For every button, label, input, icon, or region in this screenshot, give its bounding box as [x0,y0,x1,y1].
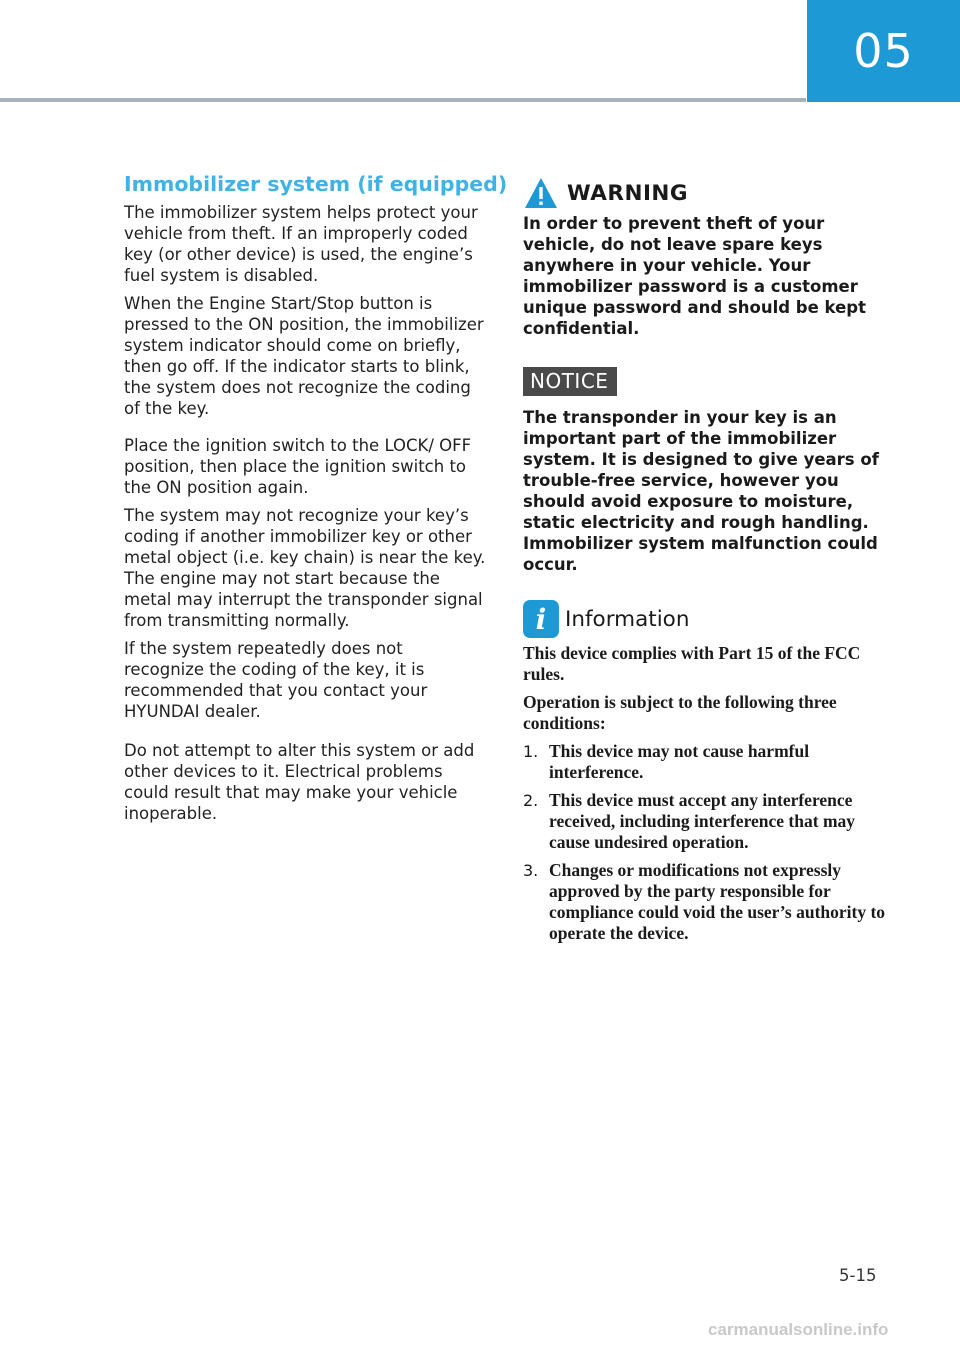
warning-triangle-icon [523,175,559,211]
list-item [523,790,888,853]
page-number: 5-15 [839,1266,877,1285]
warning-heading [523,175,888,211]
paragraph: Place the ignition switch to the LOCK/ OFF position, then place the ignition switch to the ON position again. [124,436,472,497]
list-item-text: Changes or modifications not expressly approved by the party responsible for compliance could void the user’s authority to operate the device. [549,860,886,943]
warning-text: In order to prevent theft of your vehicle, do not leave spare keys anywhere in your vehicle. Your immobilizer password is a customer unique password and should be kept confidential. [523,214,866,338]
notice-badge: NOTICE [523,367,617,396]
information-paragraph: Operation is subject to the following three conditions: [523,692,837,733]
paragraph: When the Engine Start/Stop button is pressed to the ON position, the immobilizer system indicator should come on briefly, then go off. If the indicator starts to blink, the system does not recognize the coding of the key. [124,294,484,418]
information-heading [523,599,888,639]
info-icon: i [523,600,559,638]
watermark-site: carmanualsonline.info [708,1320,889,1339]
paragraph: The system may not recognize your key’s coding if another immobilizer key or other metal object (i.e. key chain) is near the key. The engine may not start because the metal may interrupt the transponder signal from transmitting normally. [124,506,486,630]
right-column [523,175,888,951]
information-title: Information [565,606,690,632]
paragraph: If the system repeatedly does not recognize the coding of the key, it is recommended that you contact your HYUNDAI dealer. [124,639,428,721]
conditions-list [523,741,888,944]
paragraph: The immobilizer system helps protect your vehicle from theft. If an improperly coded key (or other device) is used, the engine’s fuel system is disabled. [124,203,478,285]
list-item-text: This device must accept any interference received, including interference that may cause undesired operation. [549,790,856,852]
paragraph: Do not attempt to alter this system or add other devices to it. Electrical problems could result that may make your vehicle inoperable. [124,741,475,823]
list-item-number: 3. [523,861,539,880]
list-item-text: This device may not cause harmful interference. [549,741,810,782]
information-paragraph: This device complies with Part 15 of the FCC rules. [523,643,861,684]
left-column [124,172,508,831]
warning-title: WARNING [567,180,689,206]
section-title: Immobilizer system (if equipped) [124,172,508,196]
chapter-tab: 05 [807,0,960,102]
list-item-number: 1. [523,742,539,761]
notice-text: The transponder in your key is an important part of the immobilizer system. It is designed to give years of trouble-free service, however you should avoid exposure to moisture, static electricity and rough handling. Immobilizer system malfunction could occur. [523,408,879,574]
list-item [523,860,888,944]
list-item-number: 2. [523,791,539,810]
list-item [523,741,888,783]
header-rule [0,98,806,102]
